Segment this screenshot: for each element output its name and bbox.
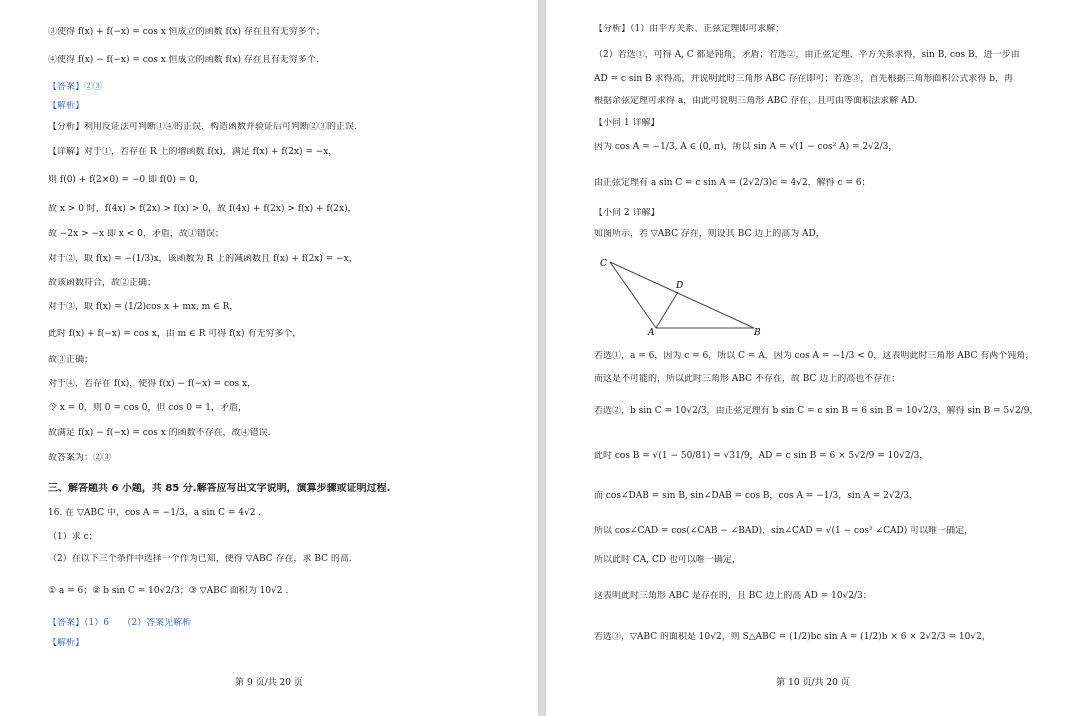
- text-line: 所以 cos∠CAD = cos(∠CAB − ∠BAD)，sin∠CAD = √(1 − cos² ∠CAD) 可以唯一确定，: [594, 526, 974, 536]
- text-line: 若选③，▽ABC 的面积是 10√2，则 S△ABC = (1/2)bc sin A = (1/2)b × 6 × 2√2/3 = 10√2，: [594, 632, 991, 642]
- altitude-ad: [656, 292, 678, 328]
- text-line: 因为 cos A = −1/3, A ∈ (0, π)，所以 sin A = √(1 − cos² A) = 2√2/3，: [594, 142, 898, 152]
- text-line: AD = c sin B 求得高，并说明此时三角形 ABC 存在即可；若选③，首先根据三角形面积公式求得 b，再: [594, 74, 1014, 84]
- text-line: 故③正确；: [48, 355, 94, 365]
- text-line: 故答案为：②③: [48, 453, 112, 463]
- text-line: 若选②，b sin C = 10√2/3，由正弦定理有 b sin C = c sin B = 6 sin B = 10√2/3，解得 sin B = 5√2/9，: [594, 406, 1039, 416]
- text-line: 而 cos∠DAB = sin B, sin∠DAB = cos B，cos A = −1/3，sin A = 2√2/3，: [594, 491, 919, 501]
- text-line: 对于③，取 f(x) = (1/2)cos x + mx, m ∈ R，: [48, 302, 239, 312]
- text-line: 则 f(0) + f(2×0) = −0 即 f(0) = 0，: [48, 175, 204, 185]
- label-b: B: [754, 328, 761, 336]
- text-line: 三、解答题共 6 小题，共 85 分.解答应写出文字说明，演算步骤或证明过程.: [48, 483, 391, 494]
- text-line: （1）求 c；: [48, 532, 98, 542]
- text-line: 对于②，取 f(x) = −(1/3)x，该函数为 R 上的减函数且 f(x) + f(2x) = −x，: [48, 254, 358, 264]
- text-line: 此时 f(x) + f(−x) = cos x，由 m ∈ R 可得 f(x) 有无穷多个，: [48, 329, 302, 339]
- side-ca: [610, 262, 656, 328]
- text-line: 所以此时 CA, CD 也可以唯一确定，: [594, 555, 741, 565]
- text-line: ① a = 6；② b sin C = 10√2/3；③ ▽ABC 面积为 10√2 .: [48, 586, 289, 596]
- text-line: 【小问 2 详解】: [594, 208, 660, 218]
- text-line: 【详解】对于①，若存在 R 上的增函数 f(x)，满足 f(x) + f(2x) = −x，: [48, 147, 338, 157]
- text-line: 故 x > 0 时，f(4x) > f(2x) > f(x) > 0，故 f(4x) + f(2x) > f(x) + f(2x)，: [48, 204, 357, 214]
- text-line: 根据余弦定理可求得 a，由此可说明三角形 ABC 存在，且可由等面积法求解 AD.: [594, 96, 918, 106]
- text-line: 令 x = 0，则 0 = cos 0，但 cos 0 = 1，矛盾，: [48, 403, 247, 413]
- left-page: [0, 0, 538, 716]
- right-page: [546, 0, 1080, 716]
- text-line: 由正弦定理有 a sin C = c sin A = (2√2/3)c = 4√2，解得 c = 6；: [594, 178, 871, 188]
- right-page-footer: 第 10 页/共 20 页: [776, 678, 850, 688]
- text-line: 对于④，若存在 f(x)，使得 f(x) − f(−x) = cos x，: [48, 379, 257, 389]
- label-c: C: [600, 259, 607, 269]
- label-a: A: [648, 328, 655, 336]
- text-line: 故满足 f(x) − f(−x) = cos x 的函数不存在，故④错误.: [48, 428, 271, 438]
- text-line: 【答案】②③: [48, 82, 103, 92]
- triangle-figure: [596, 256, 766, 336]
- text-line: 若选①，a = 6，因为 c = 6，所以 C = A，因为 cos A = −1/3 < 0，这表明此时三角形 ABC 有两个钝角，: [594, 351, 1035, 361]
- text-line: 故该函数符合，故②正确；: [48, 278, 157, 288]
- text-line: 【小问 1 详解】: [594, 118, 660, 128]
- text-line: 而这是不可能的，所以此时三角形 ABC 不存在，故 BC 边上的高也不存在；: [594, 374, 901, 384]
- text-line: （2）若选①，可得 A, C 都是钝角，矛盾；若选②，由正弦定理、平方关系求得，sin B, cos B，进一步由: [594, 50, 1020, 60]
- side-cb: [610, 262, 754, 328]
- text-line: 【分析】利用反证法可判断①④的正误，构造函数并验证后可判断②③的正误.: [48, 122, 357, 132]
- text-line: 故 −2x > −x 即 x < 0，矛盾，故①错误；: [48, 229, 224, 239]
- left-page-footer: 第 9 页/共 20 页: [235, 678, 303, 688]
- text-line: 这表明此时三角形 ABC 是存在的，且 BC 边上的高 AD = 10√2/3；: [594, 591, 872, 601]
- text-line: 【解析】: [48, 101, 85, 111]
- text-line: ③使得 f(x) + f(−x) = cos x 恒成立的函数 f(x) 存在且有无穷多个；: [48, 27, 325, 37]
- text-line: 【解析】: [48, 638, 85, 648]
- text-line: 【分析】（1）由平方关系、正弦定理即可求解；: [594, 24, 785, 34]
- text-line: （2）在以下三个条件中选择一个作为已知，使得 ▽ABC 存在，求 BC 的高.: [48, 554, 352, 564]
- text-line: 16. 在 ▽ABC 中，cos A = −1/3，a sin C = 4√2 .: [48, 508, 262, 518]
- text-line: ④使得 f(x) − f(−x) = cos x 恒成立的函数 f(x) 存在且有无穷多个.: [48, 55, 319, 65]
- text-line: 此时 cos B = √(1 − 50/81) = √31/9，AD = c sin B = 6 × 5√2/9 = 10√2/3，: [594, 451, 929, 461]
- label-d: D: [676, 281, 684, 291]
- text-line: 如图所示，若 ▽ABC 存在，则设其 BC 边上的高为 AD，: [594, 229, 825, 239]
- text-line: 【答案】（1）6 （2）答案见解析: [48, 618, 192, 628]
